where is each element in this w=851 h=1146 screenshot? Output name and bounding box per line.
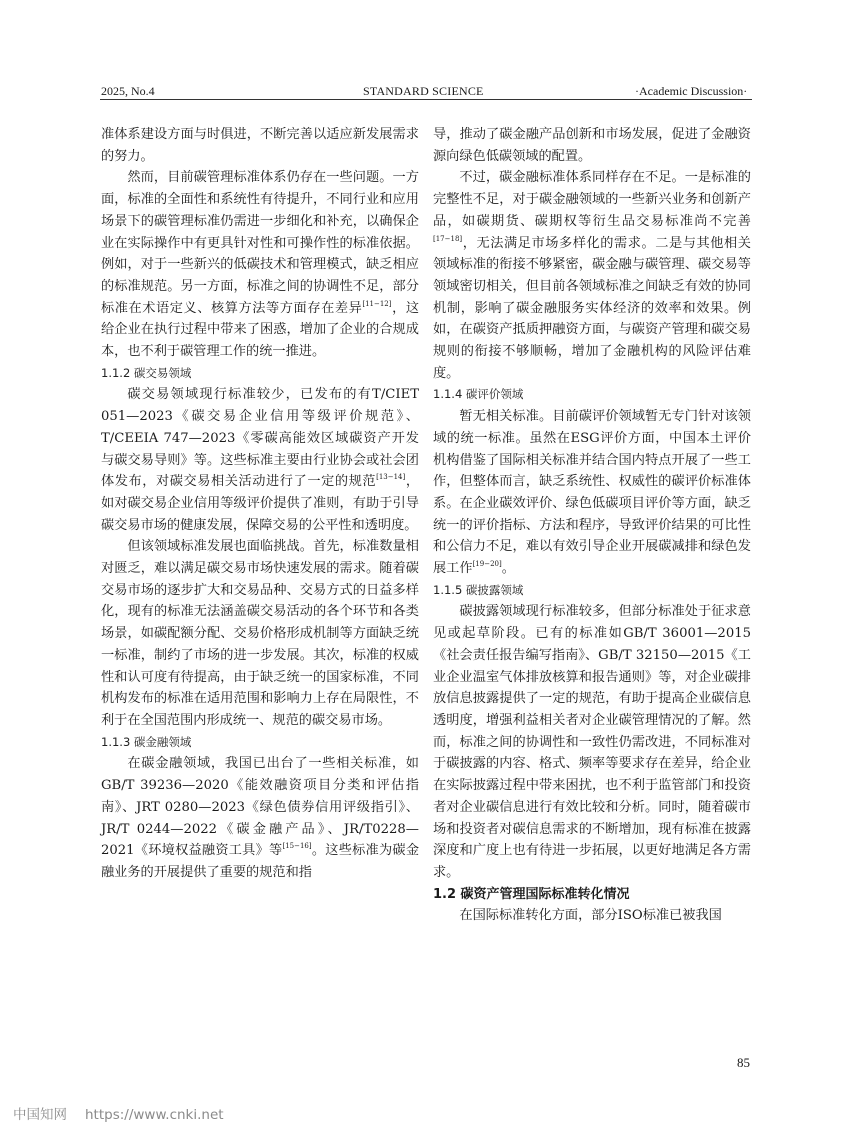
paragraph (433, 406, 751, 580)
paragraph (101, 384, 419, 536)
section-heading: 1.2 碳资产管理国际标准转化情况 (433, 886, 630, 902)
site-url: https://www.cnki.net (85, 1107, 224, 1123)
paragraph-text: 不过，碳金融标准体系同样存在不足。一是标准的完整性不足，对于碳金融领域的一些新兴业务和创新产品，如碳期货、碳期权等衍生品交易标准尚不完善 (433, 170, 751, 229)
right-column (433, 124, 751, 927)
paragraph (433, 167, 751, 384)
citation: [11−12] (362, 299, 392, 308)
paragraph-text: 。 (501, 561, 515, 577)
paragraph-text: ，这给企业在执行过程中带来了困惑，增加了企业的合规成本，也不利于碳管理工作的统一推进。 (101, 300, 420, 360)
paragraph (101, 167, 419, 362)
paragraph-text: ，无法满足市场多样化的需求。二是与其他相关领域标准的衔接不够紧密，碳金融与碳管理、碳交易等领域密切相关，但目前各领域标准之间缺乏有效的协同机制，影响了碳金融服务实体经济的效率和效果。例如，在碳资产抵质押融资方面，与碳资产管理和碳交易规则的衔接不够顺畅，增加了金融机构的风险评估难度。 (433, 235, 751, 381)
paragraph: 导，推动了碳金融产品创新和市场发展，促进了金融资源向绿色低碳领域的配置。 (433, 127, 751, 164)
page-number: 85 (737, 1055, 750, 1070)
citation: [13−14] (376, 473, 406, 482)
left-column (101, 124, 419, 884)
citation: [17−18] (433, 234, 463, 243)
paragraph-text: 暂无相关标准。目前碳评价领域暂无专门针对该领域的统一标准。虽然在ESG评价方面，中国本土评价机构借鉴了国际相关标准并结合国内特点开展了一些工作，但整体而言，缺乏系统性、权威性的碳评价标准体系。在企业碳效评价、绿色低碳项目评价等方面，缺乏统一的评价指标、方法和程序，导致评价结果的可比性和公信力不足，难以有效引导企业开展碳减排和绿色发展工作 (433, 409, 751, 577)
paragraph (101, 753, 419, 883)
paragraph: 但该领域标准发展也面临挑战。首先，标准数量相对匮乏，难以满足碳交易市场快速发展的需求。随着碳交易市场的逐步扩大和交易品种、交易方式的日益多样化，现有的标准无法涵盖碳交易活动的各个环节和各类场景，如碳配额分配、交易价格形成机制等方面缺乏统一标准，制约了市场的进一步发展。其次，标准的权威性和认可度有待提高，由于缺乏统一的国家标准，不同机构发布的标准在适用范围和影响力上存在局限性，不利于在全国范围内形成统一、规范的碳交易市场。 (101, 539, 419, 728)
site-name: 中国知网 (13, 1107, 67, 1123)
paragraph: 准体系建设方面与时俱进，不断完善以适应新发展需求的努力。 (101, 127, 419, 164)
paragraph-text: 在碳金融领域，我国已出台了一些相关标准，如GB/T 39236—2020《能效融资项目分类和评估指南》、JRT 0280—2023《绿色债券信用评级指引》、JR/T 0244—2022《碳金融产品》、JR/T0228—2021《环境权益融资工具》等 (101, 756, 419, 859)
subsection-heading: 1.1.2 碳交易领域 (101, 365, 192, 380)
journal-issue: 2025, No.4 (101, 84, 155, 98)
header-rule (100, 99, 752, 100)
paragraph-text: 然而，目前碳管理标准体系仍存在一些问题。一方面，标准的全面性和系统性有待提升，不同行业和应用场景下的碳管理标准仍需进一步细化和补充，以确保企业在实际操作中有更具针对性和可操作性的标准依据。例如，对于一些新兴的低碳技术和管理模式，缺乏相应的标准规范。另一方面，标准之间的协调性不足，部分标准在术语定义、核算方法等方面存在差异 (101, 170, 419, 316)
paragraph-text: 。这些标准为碳金融业务的开展提供了重要的规范和指 (101, 843, 420, 880)
subsection-heading: 1.1.4 碳评价领域 (433, 387, 524, 402)
subsection-heading: 1.1.3 碳金融领域 (101, 734, 192, 749)
paragraph-text: ，如对碳交易企业信用等级评价提供了准则，有助于引导碳交易市场的健康发展，保障交易的公平性和透明度。 (101, 474, 420, 533)
subsection-heading: 1.1.5 碳披露领域 (433, 582, 524, 597)
paragraph: 在国际标准转化方面，部分ISO标准已被我国 (459, 908, 722, 924)
paragraph-text: 碳交易领域现行标准较少，已发布的有T/CIET 051—2023《碳交易企业信用等级评价规范》、T/CEEIA 747—2023《零碳高能效区域碳资产开发与碳交易导则》等。这些标准主要由行业协会或社会团体发布，对碳交易相关活动进行了一定的规范 (101, 387, 419, 490)
paragraph: 碳披露领域现行标准较多，但部分标准处于征求意见或起草阶段。已有的标准如GB/T 36001—2015《社会责任报告编写指南》、GB/T 32150—2015《工业企业温室气体排放核算和报告通则》等，对企业碳排放信息披露提供了一定的规范，有助于提高企业碳信息透明度，增强利益相关者对企业碳管理情况的了解。然而，标准之间的协调性和一致性仍需改进，不同标准对于碳披露的内容、格式、频率等要求存在差异，给企业在实际披露过程中带来困扰，也不利于监管部门和投资者对企业碳信息进行有效比较和分析。同时，随着碳市场和投资者对碳信息需求的不断增加，现有标准在披露深度和广度上也有待进一步拓展，以更好地满足各方需求。 (433, 604, 751, 880)
journal-title: STANDARD SCIENCE (363, 84, 484, 98)
section-label: ·Academic Discussion· (635, 84, 748, 98)
citation: [19−20] (472, 560, 502, 569)
footer-watermark (13, 1103, 242, 1123)
citation: [15−16] (282, 842, 312, 851)
